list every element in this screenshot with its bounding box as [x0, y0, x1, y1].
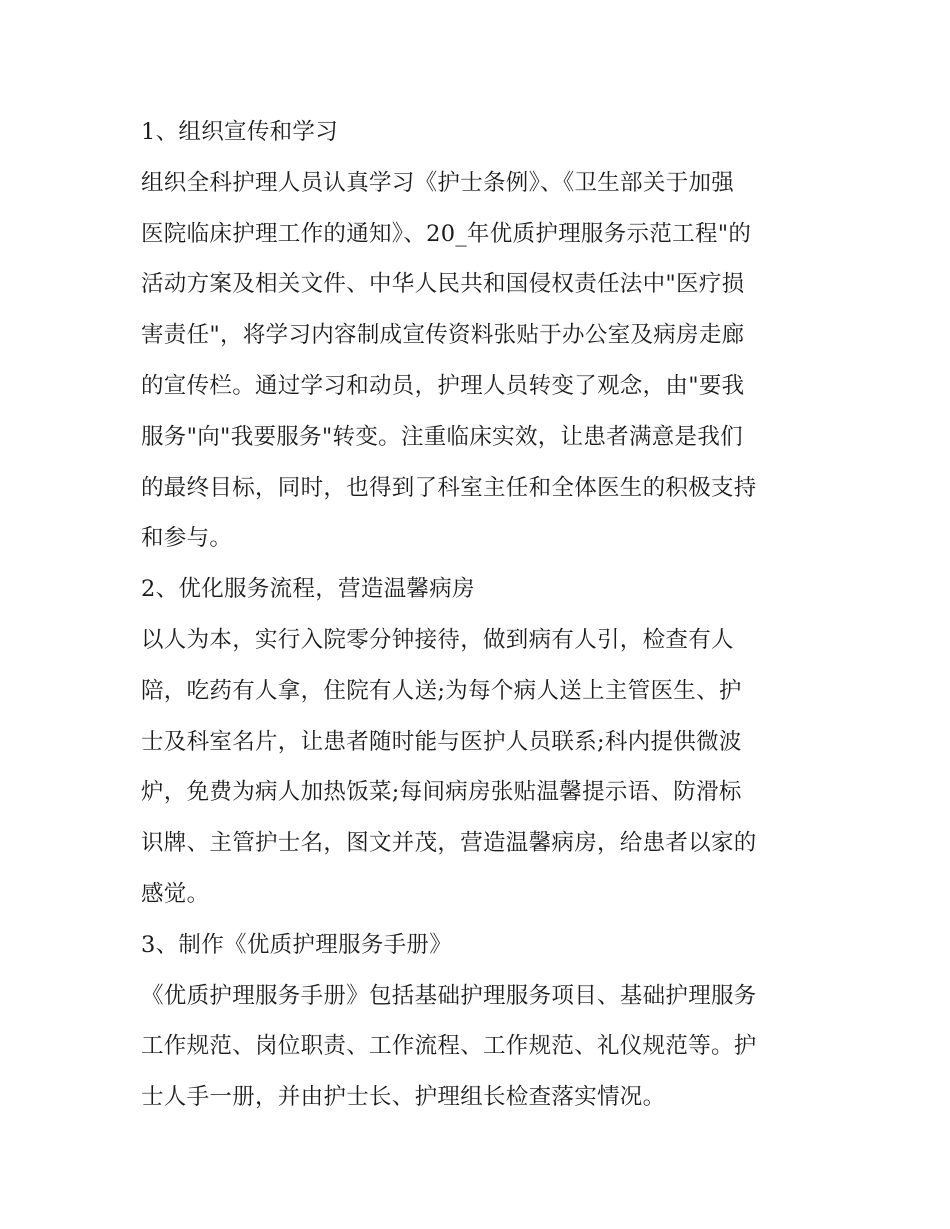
paragraph-line: 以人为本，实行入院零分钟接待，做到病有人引，检查有人 [141, 626, 734, 653]
section-heading-2: 2、优化服务流程，营造温馨病房 [141, 576, 475, 603]
document-body [141, 107, 817, 1123]
paragraph-line: 的最终目标，同时，也得到了科室主任和全体医生的积极支持 [141, 474, 757, 501]
paragraph-line: 害责任"，将学习内容制成宣传资料张贴于办公室及病房走廊 [141, 322, 745, 349]
paragraph-line: 医院临床护理工作的通知》、20_年优质护理服务示范工程"的 [141, 220, 752, 247]
paragraph-line: 服务"向"我要服务"转变。注重临床实效，让患者满意是我们 [141, 423, 743, 450]
paragraph-line: 活动方案及相关文件、中华人民共和国侵权责任法中"医疗损 [141, 271, 745, 298]
paragraph-line: 炉，免费为病人加热饭菜;每间病房张贴温馨提示语、防滑标 [141, 779, 742, 806]
paragraph-line: 陪，吃药有人拿，住院有人送;为每个病人送上主管医生、护 [141, 677, 742, 704]
paragraph-line: 和参与。 [141, 525, 233, 552]
paragraph-line: 组织全科护理人员认真学习《护士条例》、《卫生部关于加强 [141, 169, 735, 196]
section-heading-1: 1、组织宣传和学习 [141, 119, 339, 145]
section-heading-3: 3、制作《优质护理服务手册》 [141, 931, 453, 958]
paragraph-line: 士及科室名片，让患者随时能与医护人员联系;科内提供微波 [141, 728, 742, 755]
paragraph-line: 士人手一册，并由护士长、护理组长检查落实情况。 [141, 1084, 666, 1111]
paragraph-line: 的宣传栏。通过学习和动员，护理人员转变了观念，由"要我 [141, 372, 745, 399]
paragraph-line: 《优质护理服务手册》包括基础护理服务项目、基础护理服务 [141, 982, 757, 1009]
paragraph-line: 感觉。 [141, 880, 210, 907]
paragraph-line: 工作规范、岗位职责、工作流程、工作规范、礼仪规范等。护 [141, 1033, 757, 1060]
paragraph-line: 识牌、主管护士名，图文并茂，营造温馨病房，给患者以家的 [141, 830, 757, 857]
